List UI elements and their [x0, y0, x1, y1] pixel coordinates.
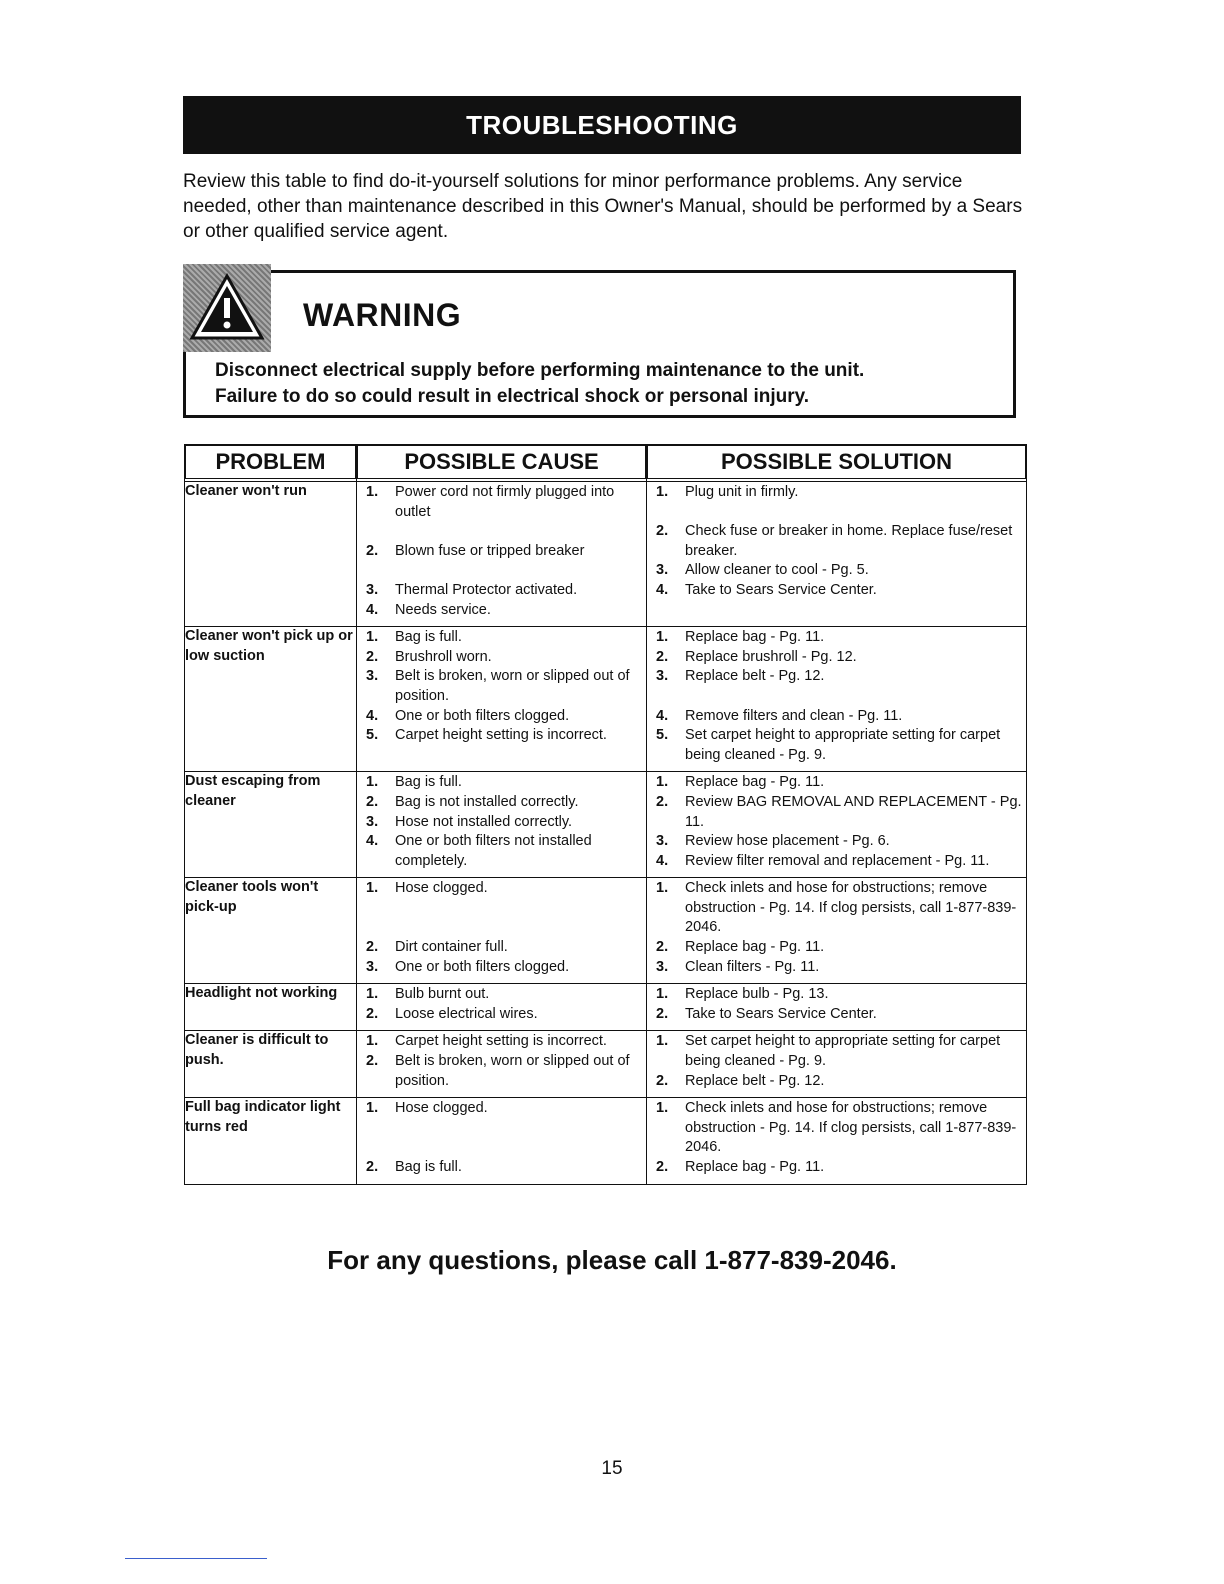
item-number: 3. — [656, 958, 669, 975]
item-number: 1. — [366, 629, 379, 646]
cause-list — [357, 627, 646, 752]
item-text: Replace bag - Pg. 11. — [685, 939, 825, 956]
item-number: 2. — [366, 648, 379, 665]
cause-item — [366, 1158, 642, 1178]
problem-cell: Headlight not working — [185, 984, 357, 1031]
solution-item — [656, 667, 1022, 687]
solution-item — [656, 561, 1022, 581]
item-number: 4. — [656, 707, 669, 724]
problem-cell: Cleaner won't run — [185, 482, 357, 627]
item-text: Allow cleaner to cool - Pg. 5. — [685, 562, 869, 579]
item-text: Dirt container full. — [395, 939, 508, 956]
contact-line: For any questions, please call 1-877-839-2046. — [327, 1245, 897, 1275]
item-text: Review BAG REMOVAL AND REPLACEMENT - Pg. 11. — [685, 793, 1022, 830]
table-header-row — [185, 445, 1027, 482]
item-text: Review hose placement - Pg. 6. — [685, 833, 890, 850]
item-text: Bag is full. — [395, 1159, 462, 1175]
item-number: 2. — [366, 793, 379, 810]
item-text: Bag is not installed correctly. — [395, 793, 579, 810]
item-number: 2. — [366, 1005, 379, 1022]
cause-cell — [357, 772, 647, 878]
solution-item — [656, 726, 1022, 765]
item-number: 1. — [366, 1033, 379, 1050]
warning-text — [215, 358, 1005, 410]
item-text: Bag is full. — [395, 629, 462, 646]
item-text: Hose not installed correctly. — [395, 813, 573, 830]
item-text: Replace bag - Pg. 11. — [685, 629, 825, 646]
item-number: 2. — [366, 939, 379, 956]
item-text: Bulb burnt out. — [395, 986, 490, 1003]
solution-item — [656, 648, 1022, 668]
table-row — [185, 627, 1027, 772]
item-text: Check inlets and hose for obstructions; remove obstruction - Pg. 14. If clog persists, call 1-877-839-2046. — [685, 1100, 1017, 1156]
solution-item — [656, 522, 1022, 561]
item-number: 2. — [366, 1053, 379, 1070]
item-text: Thermal Protector activated. — [395, 581, 578, 598]
item-text: Check fuse or breaker in home. Replace fuse/reset breaker. — [685, 523, 1013, 559]
item-number: 4. — [656, 852, 669, 869]
cause-list — [357, 772, 646, 877]
footnote-rule — [125, 1558, 267, 1559]
cause-item — [366, 985, 642, 1005]
item-number: 3. — [656, 562, 669, 579]
cause-item — [366, 1032, 642, 1052]
item-number: 1. — [656, 1033, 669, 1050]
header-cause — [357, 445, 647, 482]
item-number: 1. — [656, 880, 669, 897]
cause-cell — [357, 482, 647, 627]
item-text: One or both filters clogged. — [395, 707, 570, 724]
table-row — [185, 984, 1027, 1031]
warning-triangle-icon — [183, 264, 271, 352]
solution-item — [656, 1032, 1022, 1071]
item-text: Take to Sears Service Center. — [685, 581, 877, 598]
cause-item — [366, 542, 642, 562]
item-text: Belt is broken, worn or slipped out of position. — [395, 1053, 630, 1089]
table-row — [185, 482, 1027, 627]
item-number: 1. — [366, 774, 379, 791]
cause-cell — [357, 1098, 647, 1184]
intro-paragraph: Review this table to find do-it-yourself solutions for minor performance problems. Any service needed, other than maintenance described in this Owner's Manual, should be performed by a Sears or other qualified service agent. — [183, 171, 1023, 242]
table-body — [185, 482, 1027, 1185]
solution-item — [656, 985, 1022, 1005]
item-number: 1. — [366, 880, 379, 897]
cause-item — [366, 628, 642, 648]
cause-cell — [357, 984, 647, 1031]
solution-list — [647, 482, 1026, 607]
cause-cell — [357, 1031, 647, 1098]
solution-item — [656, 707, 1022, 727]
cause-list — [357, 984, 646, 1030]
item-text: Replace bulb - Pg. 13. — [685, 986, 829, 1003]
item-text: Power cord not firmly plugged into outlet — [395, 484, 615, 520]
cause-item — [366, 879, 642, 899]
solution-item — [656, 852, 1022, 872]
item-number: 1. — [366, 484, 379, 500]
solution-cell — [647, 984, 1027, 1031]
solution-item — [656, 832, 1022, 852]
solution-item — [656, 1158, 1022, 1178]
item-text: Check inlets and hose for obstructions; remove obstruction - Pg. 14. If clog persists, call 1-877-839-2046. — [685, 880, 1017, 936]
cause-item — [366, 726, 642, 746]
solution-cell — [647, 1031, 1027, 1098]
item-text: Plug unit in firmly. — [685, 484, 799, 500]
item-text: Replace belt - Pg. 12. — [685, 668, 825, 685]
solution-item — [656, 938, 1022, 958]
problem-cell: Cleaner tools won't pick-up — [185, 878, 357, 984]
item-text: Review filter removal and replacement - Pg. 11. — [685, 852, 990, 869]
item-text: One or both filters not installed completely. — [395, 833, 592, 869]
item-text: Take to Sears Service Center. — [685, 1005, 877, 1022]
item-text: Replace belt - Pg. 12. — [685, 1072, 825, 1089]
item-text: Hose clogged. — [395, 1100, 488, 1117]
item-text: Hose clogged. — [395, 880, 488, 897]
item-number: 2. — [656, 1005, 669, 1022]
item-number: 1. — [656, 484, 669, 500]
header-label: POSSIBLE SOLUTION — [647, 445, 1026, 479]
item-text: Carpet height setting is incorrect. — [395, 1033, 607, 1050]
cause-item — [366, 813, 642, 833]
item-text: Set carpet height to appropriate setting for carpet being cleaned - Pg. 9. — [685, 727, 1001, 763]
item-text: Loose electrical wires. — [395, 1005, 538, 1022]
cause-item — [366, 1099, 642, 1119]
problem-cell: Cleaner is difficult to push. — [185, 1031, 357, 1098]
cause-item — [366, 581, 642, 601]
table-row — [185, 1031, 1027, 1098]
item-number: 5. — [366, 727, 379, 744]
solution-item — [656, 1005, 1022, 1025]
cause-item — [366, 793, 642, 813]
item-number: 1. — [656, 1100, 669, 1117]
item-number: 1. — [366, 986, 379, 1003]
cause-list — [357, 878, 646, 983]
cause-item — [366, 958, 642, 978]
page-number: 15 — [601, 1458, 623, 1479]
item-number: 2. — [366, 1159, 379, 1175]
header-label: PROBLEM — [185, 445, 356, 479]
item-text: Replace bag - Pg. 11. — [685, 1159, 825, 1175]
item-number: 4. — [366, 707, 379, 724]
solution-cell — [647, 627, 1027, 772]
warning-line-2: Failure to do so could result in electrical shock or personal injury. — [215, 386, 810, 407]
solution-list — [647, 984, 1026, 1030]
cause-item — [366, 648, 642, 668]
item-number: 2. — [366, 542, 379, 559]
item-number: 2. — [656, 939, 669, 956]
item-number: 3. — [366, 668, 379, 685]
warning-line-1: Disconnect electrical supply before performing maintenance to the unit. — [215, 360, 865, 381]
item-number: 4. — [366, 833, 379, 850]
cause-list — [357, 1031, 646, 1097]
cause-item — [366, 601, 642, 621]
cause-item — [366, 1052, 642, 1091]
solution-item — [656, 1072, 1022, 1092]
page-title: TROUBLESHOOTING — [183, 96, 1021, 154]
cause-item — [366, 938, 642, 958]
cause-item — [366, 773, 642, 793]
solution-item — [656, 879, 1022, 938]
solution-item — [656, 581, 1022, 601]
problem-cell: Dust escaping from cleaner — [185, 772, 357, 878]
solution-item — [656, 628, 1022, 648]
table-row — [185, 878, 1027, 984]
solution-item — [656, 773, 1022, 793]
solution-cell — [647, 772, 1027, 878]
solution-item — [656, 1099, 1022, 1158]
item-number: 1. — [656, 986, 669, 1003]
troubleshooting-table — [184, 444, 1027, 1185]
problem-cell: Cleaner won't pick up or low suction — [185, 627, 357, 772]
cause-item — [366, 667, 642, 706]
solution-cell — [647, 878, 1027, 984]
item-number: 3. — [656, 833, 669, 850]
solution-cell — [647, 482, 1027, 627]
table-row — [185, 772, 1027, 878]
item-number: 4. — [366, 601, 379, 618]
item-number: 2. — [656, 793, 669, 810]
item-number: 5. — [656, 727, 669, 744]
item-number: 3. — [656, 668, 669, 685]
item-number: 1. — [656, 629, 669, 646]
warning-box — [183, 270, 1016, 418]
item-number: 3. — [366, 958, 379, 975]
cause-item — [366, 832, 642, 871]
item-number: 1. — [656, 774, 669, 791]
item-text: Replace brushroll - Pg. 12. — [685, 648, 857, 665]
cause-item — [366, 707, 642, 727]
item-number: 3. — [366, 813, 379, 830]
header-solution — [647, 445, 1027, 482]
item-text: Set carpet height to appropriate setting for carpet being cleaned - Pg. 9. — [685, 1033, 1001, 1070]
item-text: Belt is broken, worn or slipped out of position. — [395, 668, 630, 704]
cause-cell — [357, 878, 647, 984]
item-number: 2. — [656, 648, 669, 665]
item-number: 2. — [656, 1072, 669, 1089]
item-text: Needs service. — [395, 601, 491, 618]
problem-cell: Full bag indicator light turns red — [185, 1098, 357, 1184]
item-text: Clean filters - Pg. 11. — [685, 958, 820, 975]
solution-list — [647, 627, 1026, 771]
solution-list — [647, 878, 1026, 983]
cause-list — [357, 482, 646, 626]
item-number: 4. — [656, 581, 669, 598]
warning-title: WARNING — [303, 297, 462, 333]
cause-item — [366, 1005, 642, 1025]
item-text: Blown fuse or tripped breaker — [395, 542, 585, 559]
solution-item — [656, 793, 1022, 832]
solution-item — [656, 958, 1022, 978]
cause-list — [357, 1098, 646, 1183]
item-text: Brushroll worn. — [395, 648, 492, 665]
solution-item — [656, 483, 1022, 503]
item-text: One or both filters clogged. — [395, 958, 570, 975]
item-text: Carpet height setting is incorrect. — [395, 727, 607, 744]
table-row — [185, 1098, 1027, 1184]
cause-cell — [357, 627, 647, 772]
item-number: 1. — [366, 1100, 379, 1117]
solution-list — [647, 1098, 1026, 1183]
header-problem — [185, 445, 357, 482]
item-text: Bag is full. — [395, 774, 462, 791]
item-text: Remove filters and clean - Pg. 11. — [685, 707, 903, 724]
item-number: 2. — [656, 523, 669, 540]
solution-cell — [647, 1098, 1027, 1184]
header-label: POSSIBLE CAUSE — [357, 445, 646, 479]
item-text: Replace bag - Pg. 11. — [685, 774, 825, 791]
solution-list — [647, 1031, 1026, 1097]
cause-item — [366, 483, 642, 522]
item-number: 2. — [656, 1159, 669, 1175]
item-number: 3. — [366, 581, 379, 598]
solution-list — [647, 772, 1026, 877]
